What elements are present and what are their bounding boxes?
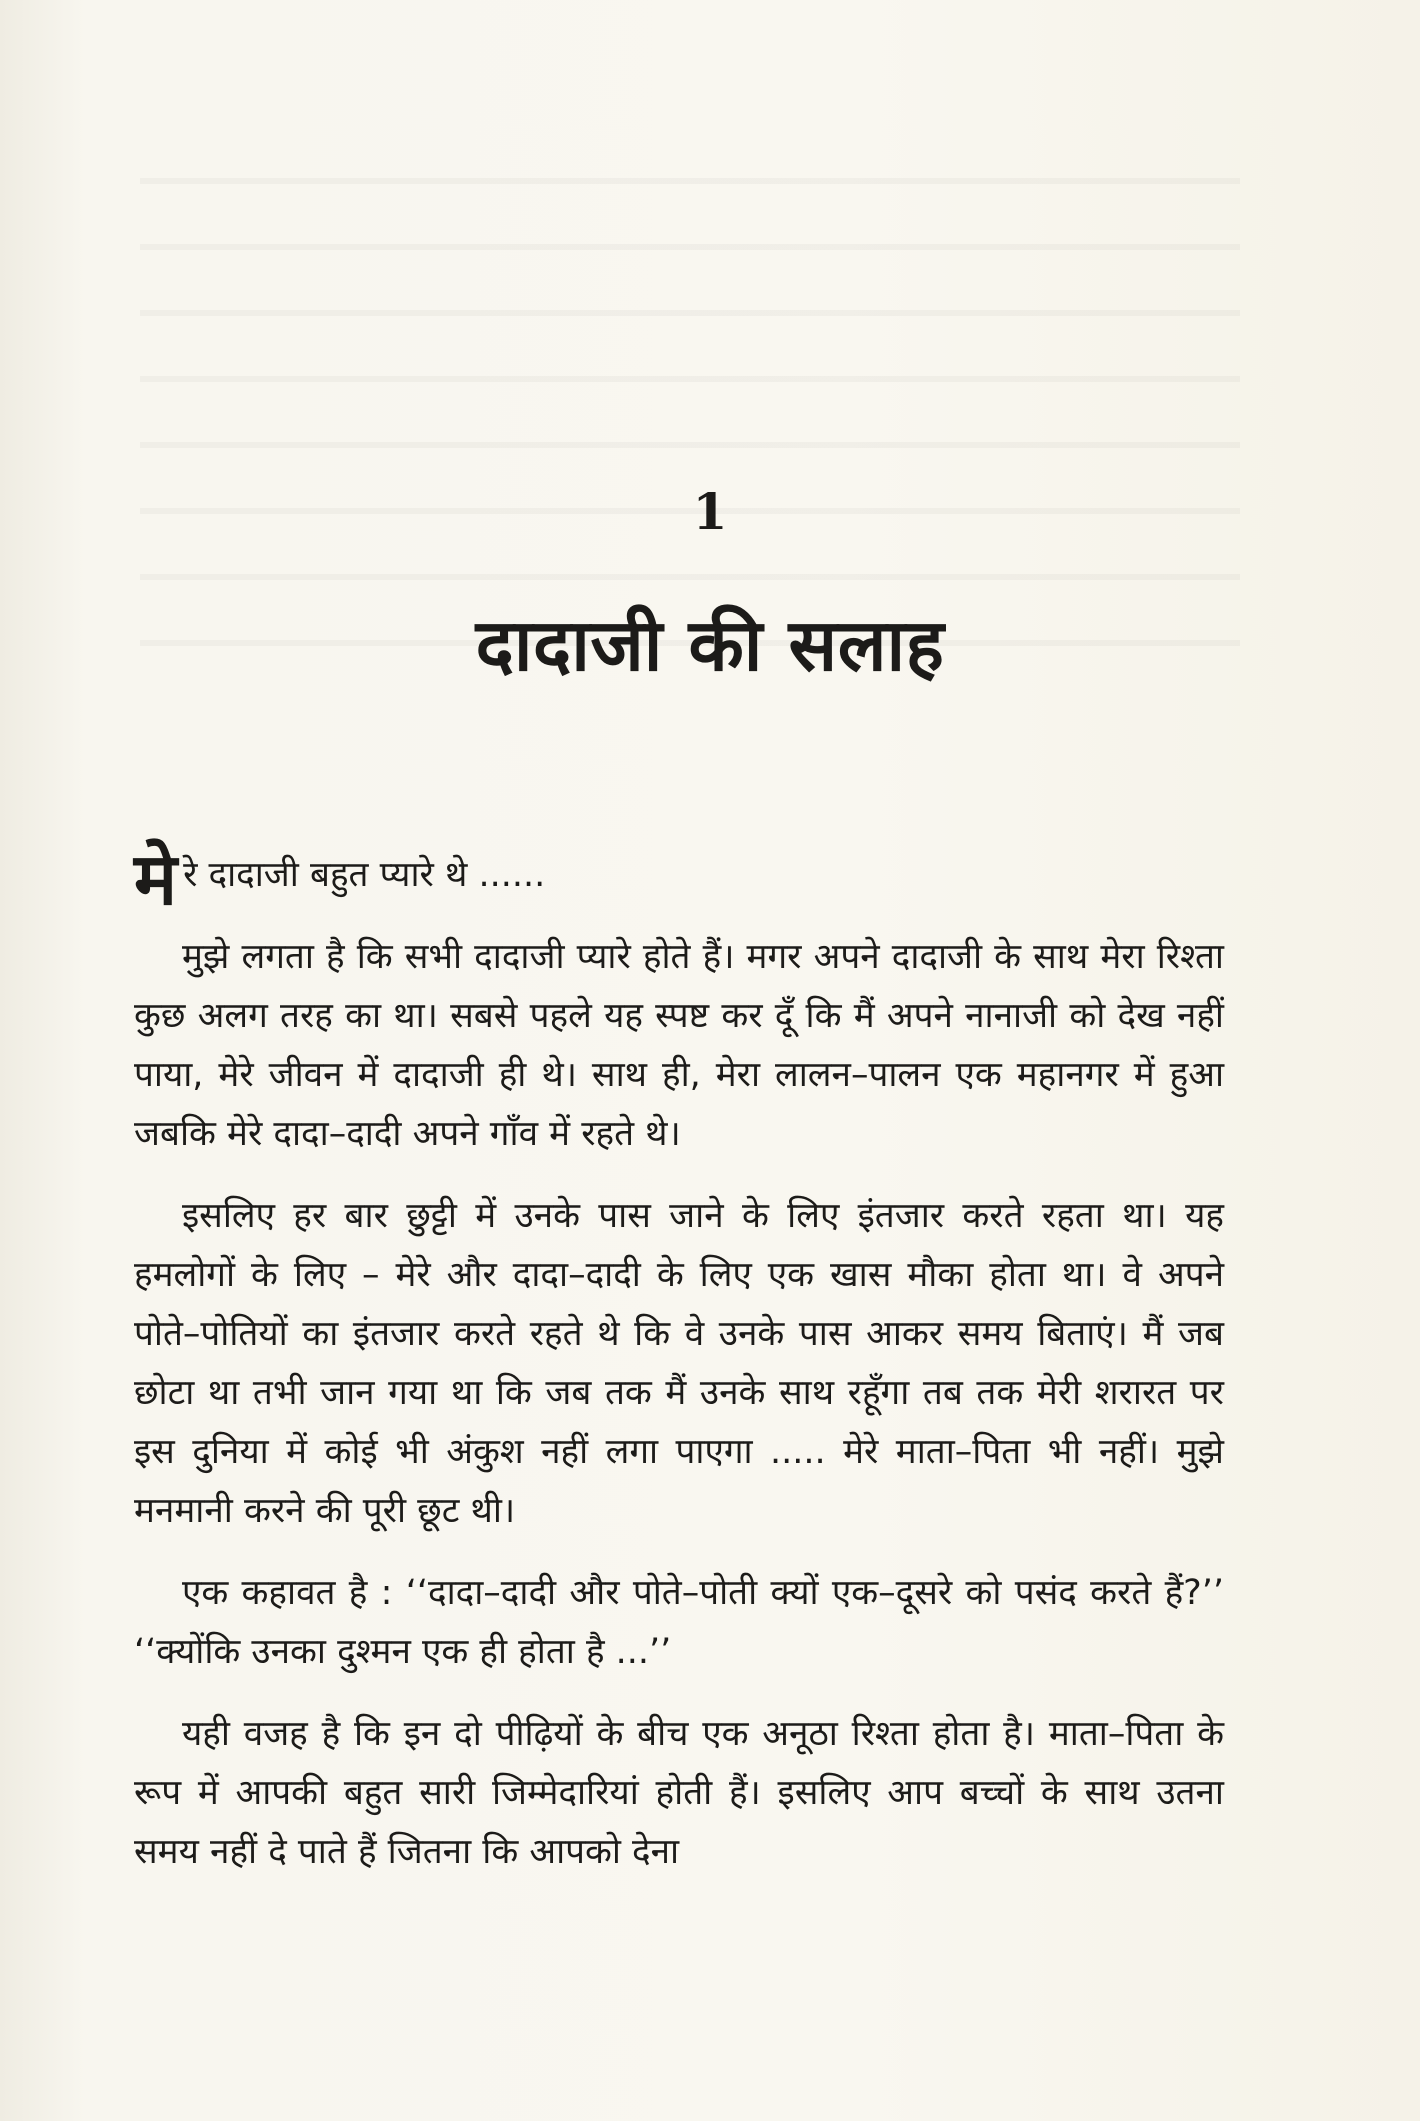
paragraph-1	[134, 837, 1224, 921]
paragraph-1-text: रे दादाजी बहुत प्यारे थे ......	[183, 855, 546, 895]
paragraph-5: यही वजह है कि इन दो पीढ़ियों के बीच एक अनूठा रिश्ता होता है। माता–पिता के रूप में आपकी बहुत सारी जिम्मेदारियां होती हैं। इसलिए आप बच्चों के साथ उतना समय नहीं दे पाते हैं जितना कि आपको देना	[134, 1714, 1224, 1872]
drop-cap: मे	[134, 837, 178, 921]
chapter-title: दादाजी की सलाह	[475, 603, 945, 687]
paragraph-3: इसलिए हर बार छुट्टी में उनके पास जाने के लिए इंतजार करते रहता था। यह हमलोगों के लिए – मेरे और दादा–दादी के लिए एक खास मौका होता था। वे अपने पोते–पोतियों का इंतजार करते रहते थे कि वे उनके पास आकर समय बिताएं। मैं जब छोटा था तभी जान गया था कि जब तक मैं उनके साथ रहूँगा तब तक मेरी शरारत पर इस दुनिया में कोई भी अंकुश नहीं लगा पाएगा ..... मेरे माता–पिता भी नहीं। मुझे मनमानी करने की पूरी छूट थी।	[134, 1196, 1224, 1531]
chapter-number: 1	[692, 482, 728, 541]
body-text	[134, 837, 1224, 1905]
paragraph-4: एक कहावत है : ‘‘दादा–दादी और पोते–पोती क्यों एक–दूसरे को पसंद करते हैं?’’ ‘‘क्योंकि उनका दुश्मन एक ही होता है ...’’	[134, 1573, 1224, 1672]
paragraph-2: मुझे लगता है कि सभी दादाजी प्यारे होते हैं। मगर अपने दादाजी के साथ मेरा रिश्ता कुछ अलग तरह का था। सबसे पहले यह स्पष्ट कर दूँ कि मैं अपने नानाजी को देख नहीं पाया, मेरे जीवन में दादाजी ही थे। साथ ही, मेरा लालन–पालन एक महानगर में हुआ जबकि मेरे दादा–दादी अपने गाँव में रहते थे।	[134, 937, 1224, 1154]
